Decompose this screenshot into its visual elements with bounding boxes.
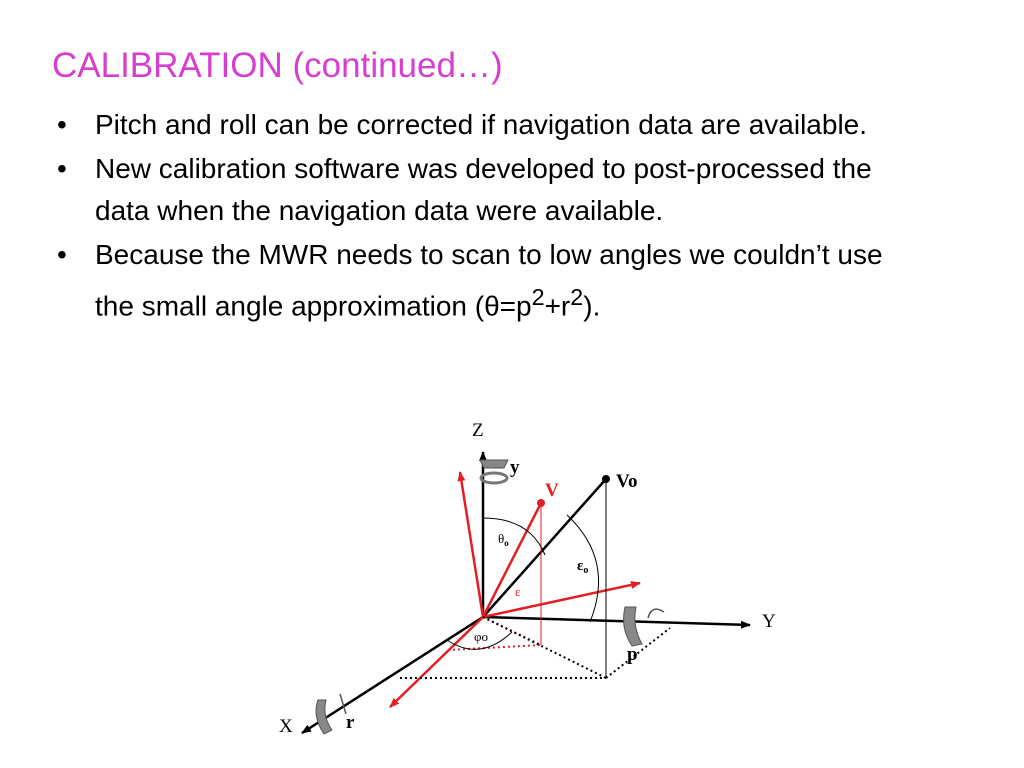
theta-o-arc bbox=[483, 518, 545, 555]
superscript: 2 bbox=[531, 284, 545, 310]
bullet-marker: • bbox=[57, 153, 67, 184]
epsilon-o-label bbox=[577, 558, 588, 576]
rotated-z-axis bbox=[460, 472, 483, 617]
superscript: 2 bbox=[570, 284, 584, 310]
v-label: V bbox=[545, 480, 559, 501]
pitch-rotation-icon bbox=[624, 607, 664, 646]
vo-projection-line bbox=[483, 617, 606, 678]
theta-o-label bbox=[498, 531, 509, 548]
pitch-label: p bbox=[627, 644, 638, 665]
y-axis bbox=[483, 617, 750, 625]
bullet-text: New calibration software was developed to post-processed the data when the navigation data were available. bbox=[95, 153, 872, 226]
slide-title: CALIBRATION (continued…) bbox=[52, 46, 503, 85]
bullet-marker: • bbox=[57, 239, 67, 270]
vo-label: Vo bbox=[616, 471, 638, 492]
bullet-marker: • bbox=[57, 109, 67, 140]
rotated-x-axis bbox=[390, 617, 483, 707]
epsilon-o-symbol: ε bbox=[577, 558, 584, 574]
z-axis-label: Z bbox=[472, 420, 484, 441]
x-axis bbox=[302, 617, 483, 733]
phi-o-label: φo bbox=[474, 629, 489, 644]
bullet-text: Pitch and roll can be corrected if navigation data are available. bbox=[95, 109, 868, 140]
bullet-text: Because the MWR needs to scan to low angles we couldn’t use the small angle approximation (θ=p bbox=[95, 239, 883, 322]
epsilon-label: ε bbox=[515, 584, 521, 599]
x-axis-label: X bbox=[279, 716, 293, 737]
v-projection-line bbox=[483, 617, 541, 645]
yaw-label: y bbox=[510, 457, 520, 478]
theta-subscript: o bbox=[504, 538, 509, 548]
roll-label: r bbox=[346, 712, 355, 733]
y-axis-label: Y bbox=[762, 611, 776, 632]
theta-symbol: θ bbox=[498, 531, 505, 546]
bullet-text-end: ). bbox=[583, 290, 601, 322]
bullet-text-mid: +r bbox=[544, 290, 571, 322]
rotated-y-axis bbox=[483, 583, 640, 617]
epsilon-o-subscript: o bbox=[583, 565, 589, 576]
